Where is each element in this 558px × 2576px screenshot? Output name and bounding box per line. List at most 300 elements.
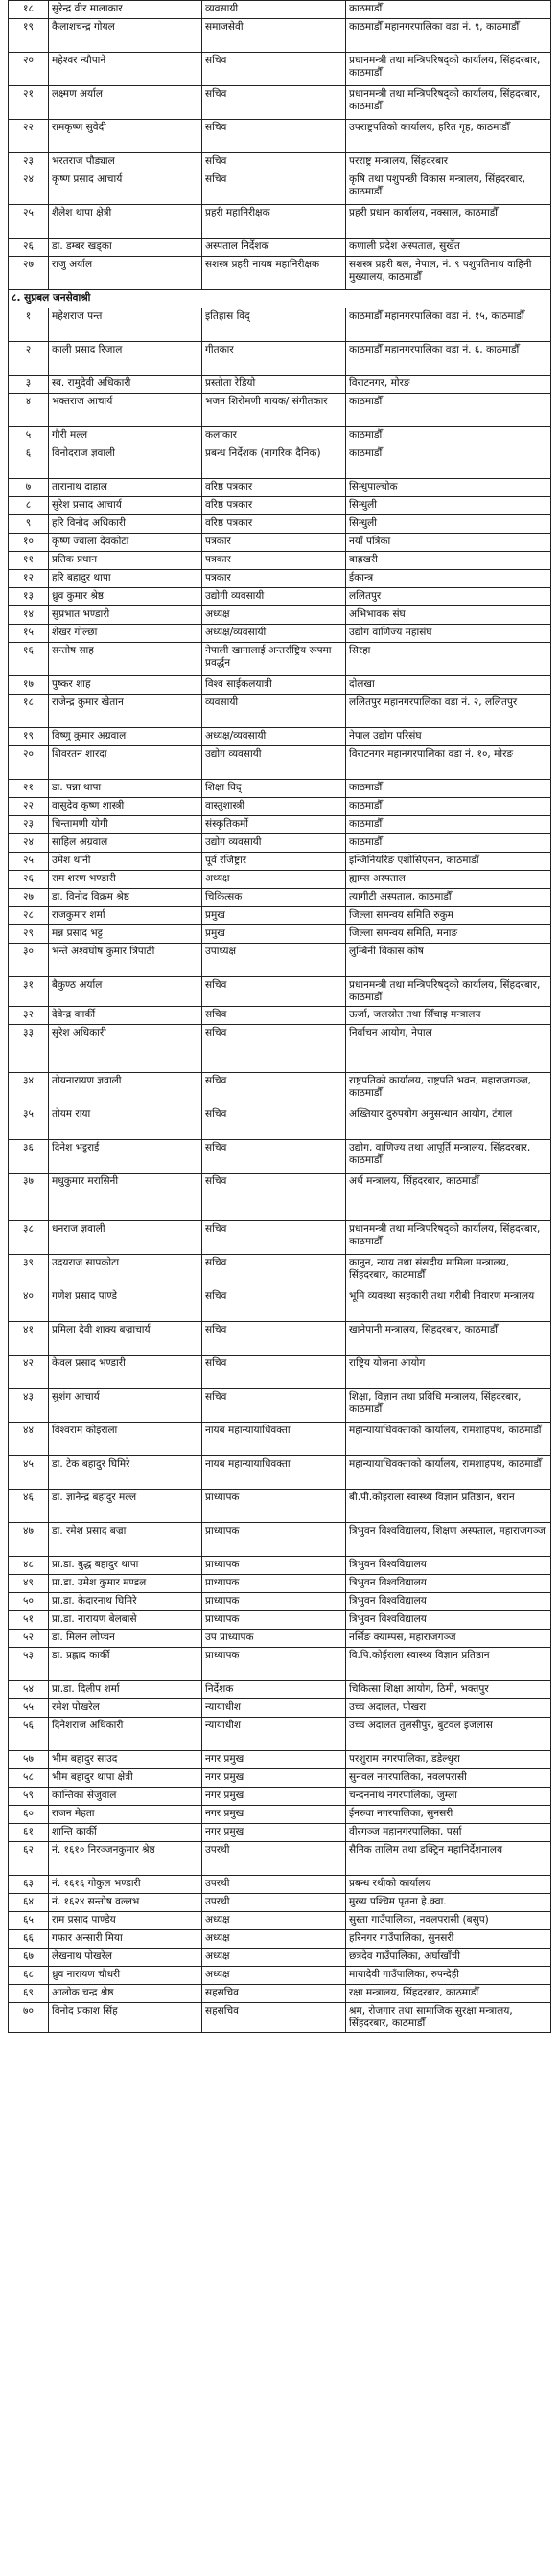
address-cell: प्रधानमन्त्री तथा मन्त्रिपरिषद्को कार्यालय, सिंहदरबार, काठमाडौँ	[346, 53, 551, 86]
designation-cell: पत्रकार	[202, 570, 346, 588]
table-row	[9, 1, 551, 19]
table-row	[9, 1842, 551, 1876]
serial-cell: ६२	[9, 1842, 49, 1876]
address-cell: शिक्षा, विज्ञान तथा प्रविधि मन्त्रालय, सिंहदरबार, काठमाडौँ	[346, 1389, 551, 1423]
table-row	[9, 588, 551, 606]
name-cell: भीम बहादुर थापा क्षेत्री	[49, 1769, 202, 1788]
serial-cell: २४	[9, 171, 49, 205]
name-cell: सुरेश प्रसाद आचार्य	[49, 497, 202, 515]
name-cell: हरि बहादुर थापा	[49, 570, 202, 588]
designation-cell: नगर प्रमुख	[202, 1788, 346, 1806]
designation-cell: वास्तुशास्त्री	[202, 798, 346, 816]
name-cell: राजु अर्याल	[49, 257, 202, 290]
table-row	[9, 780, 551, 798]
designation-cell: सचिव	[202, 1288, 346, 1322]
designation-cell: नगर प्रमुख	[202, 1824, 346, 1842]
name-cell: विष्णु कुमार अग्रवाल	[49, 728, 202, 746]
name-cell: सुशंग आचार्य	[49, 1389, 202, 1423]
name-cell: कृष्ण ज्वाला देवकोटा	[49, 534, 202, 552]
table-row	[9, 1073, 551, 1106]
name-cell: उदयराज सापकोटा	[49, 1255, 202, 1288]
table-row	[9, 977, 551, 1007]
table-row	[9, 1575, 551, 1593]
designation-cell: न्यायाधीश	[202, 1718, 346, 1751]
serial-cell: ५२	[9, 1630, 49, 1648]
serial-cell: ४६	[9, 1490, 49, 1523]
name-cell: आलोक चन्द्र श्रेष्ठ	[49, 1985, 202, 2003]
serial-cell: ५८	[9, 1769, 49, 1788]
name-cell: प्रा.डा. उमेश कुमार मण्डल	[49, 1575, 202, 1593]
table-row	[9, 2003, 551, 2033]
honors-list-body	[9, 1, 551, 2033]
address-cell: भूमि व्यवस्था सहकारी तथा गरीबी निवारण मन्त्रालय	[346, 1288, 551, 1322]
serial-cell: ५१	[9, 1611, 49, 1630]
address-cell: ललितपुर महानगरपालिका वडा नं. २, ललितपुर	[346, 695, 551, 728]
address-cell: बाह्रखरी	[346, 552, 551, 570]
name-cell: उमेश थानी	[49, 853, 202, 871]
address-cell: श्रम, रोजगार तथा सामाजिक सुरक्षा मन्त्रालय, सिंहदरबार, काठमाडौँ	[346, 2003, 551, 2033]
address-cell: उच्च अदालत, पोखरा	[346, 1699, 551, 1718]
name-cell: राम प्रसाद पाण्डेय	[49, 1912, 202, 1930]
serial-cell: ३७	[9, 1174, 49, 1221]
table-row	[9, 239, 551, 257]
serial-cell: २२	[9, 798, 49, 816]
table-row	[9, 1356, 551, 1389]
name-cell: शान्ति कार्की	[49, 1824, 202, 1842]
serial-cell: १२	[9, 570, 49, 588]
address-cell: त्रिभुवन विश्वविद्यालय	[346, 1575, 551, 1593]
designation-cell: वरिष्ठ पत्रकार	[202, 497, 346, 515]
designation-cell: उद्योग व्यवसायी	[202, 834, 346, 853]
address-cell: त्रिभुवन विश्वविद्यालय	[346, 1611, 551, 1630]
serial-cell: १६	[9, 643, 49, 676]
address-cell: कानुन, न्याय तथा संसदीय मामिला मन्त्रालय, सिंहदरबार, काठमाडौँ	[346, 1255, 551, 1288]
name-cell: शेखर गोल्छा	[49, 625, 202, 643]
designation-cell: सचिव	[202, 1174, 346, 1221]
section-heading: ८. सुप्रबल जनसेवाश्री	[9, 290, 551, 308]
name-cell: प्रा.डा. दिलीप शर्मा	[49, 1681, 202, 1699]
serial-cell: ६६	[9, 1930, 49, 1949]
table-row	[9, 1025, 551, 1073]
serial-cell: ३४	[9, 1073, 49, 1106]
serial-cell: ६५	[9, 1912, 49, 1930]
designation-cell: समाजसेवी	[202, 19, 346, 53]
address-cell: जिल्ला समन्वय समिति, मनाङ	[346, 925, 551, 944]
table-row	[9, 1423, 551, 1456]
designation-cell: सचिव	[202, 1073, 346, 1106]
address-cell: प्रबन्ध रथीको कार्यालय	[346, 1876, 551, 1894]
address-cell: अभिभावक संघ	[346, 606, 551, 625]
address-cell: ऊर्जा, जलस्रोत तथा सिँचाइ मन्त्रालय	[346, 1007, 551, 1025]
table-row	[9, 1769, 551, 1788]
name-cell: सुरेश अधिकारी	[49, 1025, 202, 1073]
designation-cell: सचिव	[202, 1255, 346, 1288]
address-cell: त्रिभुवन विश्वविद्यालय	[346, 1557, 551, 1575]
address-cell: काठमाडौँ	[346, 445, 551, 479]
name-cell: भीम बहादुर साउद	[49, 1751, 202, 1769]
address-cell: विराटनगर, मोरङ	[346, 376, 551, 394]
address-cell: त्यागीटी अस्पताल, काठमाडौँ	[346, 889, 551, 907]
designation-cell: व्यवसायी	[202, 1, 346, 19]
name-cell: मधुकुमार मरासिनी	[49, 1174, 202, 1221]
designation-cell: सचिव	[202, 153, 346, 171]
address-cell: वीरगञ्ज महानगरपालिका, पर्सा	[346, 1824, 551, 1842]
serial-cell: २	[9, 342, 49, 376]
address-cell: सुनवल नगरपालिका, नवलपरासी	[346, 1769, 551, 1788]
designation-cell: प्रमुख	[202, 907, 346, 925]
table-row	[9, 1322, 551, 1356]
designation-cell: न्यायाधीश	[202, 1699, 346, 1718]
section-heading-row	[9, 290, 551, 308]
address-cell: कृषि तथा पशुपन्छी विकास मन्त्रालय, सिंहदरबार, काठमाडौँ	[346, 171, 551, 205]
designation-cell: प्राध्यापक	[202, 1523, 346, 1557]
serial-cell: १	[9, 308, 49, 342]
table-row	[9, 1681, 551, 1699]
name-cell: भरतराज पौड्याल	[49, 153, 202, 171]
designation-cell: नायब महान्यायाधिवक्ता	[202, 1456, 346, 1490]
serial-cell: ६३	[9, 1876, 49, 1894]
address-cell: दोलखा	[346, 676, 551, 695]
name-cell: स्व. रामुदेवी अधिकारी	[49, 376, 202, 394]
address-cell: नयाँ पत्रिका	[346, 534, 551, 552]
designation-cell: सचिव	[202, 1389, 346, 1423]
table-row	[9, 1106, 551, 1140]
table-row	[9, 1718, 551, 1751]
address-cell: परशुराम नगरपालिका, डडेल्धुरा	[346, 1751, 551, 1769]
name-cell: शिवरतन शारदा	[49, 746, 202, 780]
table-row	[9, 944, 551, 977]
serial-cell: २१	[9, 780, 49, 798]
table-row	[9, 497, 551, 515]
designation-cell: अध्यक्ष	[202, 1949, 346, 1967]
designation-cell: प्राध्यापक	[202, 1490, 346, 1523]
designation-cell: व्यवसायी	[202, 695, 346, 728]
table-row	[9, 643, 551, 676]
designation-cell: प्राध्यापक	[202, 1593, 346, 1611]
name-cell: राम शरण भण्डारी	[49, 871, 202, 889]
name-cell: डा. विनोद विक्रम श्रेष्ठ	[49, 889, 202, 907]
table-row	[9, 394, 551, 427]
name-cell: रमेश पोखरेल	[49, 1699, 202, 1718]
table-row	[9, 1788, 551, 1806]
serial-cell: २७	[9, 257, 49, 290]
table-row	[9, 153, 551, 171]
address-cell: बी.पी.कोइराला स्वास्थ्य विज्ञान प्रतिष्ठान, धरान	[346, 1490, 551, 1523]
serial-cell: ७०	[9, 2003, 49, 2033]
designation-cell: विश्व साईकलयात्री	[202, 676, 346, 695]
serial-cell: ६४	[9, 1894, 49, 1912]
serial-cell: ३२	[9, 1007, 49, 1025]
serial-cell: २६	[9, 871, 49, 889]
address-cell: काठमाडौँ	[346, 798, 551, 816]
designation-cell: नगर प्रमुख	[202, 1806, 346, 1824]
table-row	[9, 695, 551, 728]
address-cell: परराष्ट्र मन्त्रालय, सिंहदरबार	[346, 153, 551, 171]
designation-cell: सचिव	[202, 1221, 346, 1255]
designation-cell: सचिव	[202, 1106, 346, 1140]
designation-cell: संस्कृतिकर्मी	[202, 816, 346, 834]
name-cell: सुप्रभात भण्डारी	[49, 606, 202, 625]
address-cell: काठमाडौँ महानगरपालिका वडा नं. ९, काठमाडौँ	[346, 19, 551, 53]
serial-cell: ६	[9, 445, 49, 479]
table-row	[9, 1593, 551, 1611]
serial-cell: ५	[9, 427, 49, 445]
name-cell: काली प्रसाद रिजाल	[49, 342, 202, 376]
designation-cell: उपाध्यक्ष	[202, 944, 346, 977]
address-cell: इन्जिनियरिङ एशोसिएसन, काठमाडौँ	[346, 853, 551, 871]
table-row	[9, 907, 551, 925]
designation-cell: सचिव	[202, 977, 346, 1007]
serial-cell: २३	[9, 816, 49, 834]
designation-cell: उपरथी	[202, 1894, 346, 1912]
designation-cell: सचिव	[202, 171, 346, 205]
serial-cell: ६१	[9, 1824, 49, 1842]
name-cell: कान्तिका सेजुवाल	[49, 1788, 202, 1806]
serial-cell: ४	[9, 394, 49, 427]
designation-cell: नगर प्रमुख	[202, 1769, 346, 1788]
name-cell: हरि विनोद अधिकारी	[49, 515, 202, 534]
serial-cell: २०	[9, 746, 49, 780]
address-cell: सशस्त्र प्रहरी बल, नेपाल, नं. ९ पशुपतिनाथ वाहिनी मुख्यालय, काठमाडौँ	[346, 257, 551, 290]
address-cell: ह्याम्स अस्पताल	[346, 871, 551, 889]
table-row	[9, 19, 551, 53]
name-cell: प्रा.डा. केदारनाथ घिमिरे	[49, 1593, 202, 1611]
designation-cell: इतिहास विद्	[202, 308, 346, 342]
designation-cell: अध्यक्ष	[202, 1930, 346, 1949]
designation-cell: प्रस्तोता रेडियो	[202, 376, 346, 394]
name-cell: महेशराज पन्त	[49, 308, 202, 342]
address-cell: त्रिभुवन विश्वविद्यालय, शिक्षण अस्पताल, महाराजगञ्ज	[346, 1523, 551, 1557]
honors-list-table	[8, 0, 551, 2033]
table-row	[9, 1699, 551, 1718]
designation-cell: प्रबन्ध निर्देशक (नागरिक दैनिक)	[202, 445, 346, 479]
name-cell: डा. टेक बहादुर घिमिरे	[49, 1456, 202, 1490]
serial-cell: १०	[9, 534, 49, 552]
address-cell: छत्रदेव गाउँपालिका, अर्घाखाँची	[346, 1949, 551, 1967]
address-cell: त्रिभुवन विश्वविद्यालय	[346, 1593, 551, 1611]
serial-cell: ९	[9, 515, 49, 534]
table-row	[9, 445, 551, 479]
serial-cell: ५९	[9, 1788, 49, 1806]
address-cell: निर्वाचन आयोग, नेपाल	[346, 1025, 551, 1073]
table-row	[9, 257, 551, 290]
name-cell: शैलेश थापा क्षेत्री	[49, 205, 202, 239]
designation-cell: अध्यक्ष	[202, 1912, 346, 1930]
address-cell: काठमाडौँ	[346, 1, 551, 19]
serial-cell: ४०	[9, 1288, 49, 1322]
name-cell: तोयम राया	[49, 1106, 202, 1140]
designation-cell: प्राध्यापक	[202, 1648, 346, 1681]
table-row	[9, 1930, 551, 1949]
serial-cell: २९	[9, 925, 49, 944]
serial-cell: ७	[9, 479, 49, 497]
name-cell: ध्रुव कुमार श्रेष्ठ	[49, 588, 202, 606]
address-cell: राष्ट्रिय योजना आयोग	[346, 1356, 551, 1389]
designation-cell: प्राध्यापक	[202, 1557, 346, 1575]
address-cell: काठमाडौँ	[346, 780, 551, 798]
address-cell: काठमाडौँ	[346, 834, 551, 853]
name-cell: विश्वराम कोइराला	[49, 1423, 202, 1456]
designation-cell: सचिव	[202, 120, 346, 153]
name-cell: प्रतिक प्रधान	[49, 552, 202, 570]
designation-cell: प्राध्यापक	[202, 1575, 346, 1593]
name-cell: लेखनाथ पोखरेल	[49, 1949, 202, 1967]
name-cell: प्रा.डा. बुद्ध बहादुर थापा	[49, 1557, 202, 1575]
address-cell: विराटनगर महानगरपालिका वडा नं. १०, मोरङ	[346, 746, 551, 780]
table-row	[9, 552, 551, 570]
table-row	[9, 889, 551, 907]
address-cell: काठमाडौँ	[346, 394, 551, 427]
serial-cell: ५३	[9, 1648, 49, 1681]
designation-cell: उप प्राध्यापक	[202, 1630, 346, 1648]
table-row	[9, 1949, 551, 1967]
designation-cell: सचिव	[202, 86, 346, 120]
designation-cell: सचिव	[202, 1007, 346, 1025]
name-cell: मन्न प्रसाद भट्ट	[49, 925, 202, 944]
designation-cell: नायब महान्यायाधिवक्ता	[202, 1423, 346, 1456]
name-cell: डा. ज्ञानेन्द्र बहादुर मल्ल	[49, 1490, 202, 1523]
table-row	[9, 1490, 551, 1523]
designation-cell: नेपाली खानालाई अन्तर्राष्ट्रिय रूपमा प्रवर्द्धन	[202, 643, 346, 676]
serial-cell: ४२	[9, 1356, 49, 1389]
serial-cell: १९	[9, 19, 49, 53]
name-cell: सन्तोष साह	[49, 643, 202, 676]
address-cell: उद्योग वाणिज्य महासंघ	[346, 625, 551, 643]
serial-cell: ५७	[9, 1751, 49, 1769]
designation-cell: सहसचिव	[202, 1985, 346, 2003]
serial-cell: २१	[9, 86, 49, 120]
name-cell: विनोदराज ज्ञवाली	[49, 445, 202, 479]
serial-cell: ५४	[9, 1681, 49, 1699]
table-row	[9, 1389, 551, 1423]
address-cell: वि.पि.कोईराला स्वास्थ्य विज्ञान प्रतिष्ठान	[346, 1648, 551, 1681]
serial-cell: १४	[9, 606, 49, 625]
name-cell: डा. पन्ना थापा	[49, 780, 202, 798]
designation-cell: कलाकार	[202, 427, 346, 445]
designation-cell: सशस्त्र प्रहरी नायब महानिरीक्षक	[202, 257, 346, 290]
address-cell: सुस्ता गाउँपालिका, नवलपरासी (बसुप)	[346, 1912, 551, 1930]
name-cell: गौरी मल्ल	[49, 427, 202, 445]
serial-cell: १५	[9, 625, 49, 643]
designation-cell: उपरथी	[202, 1842, 346, 1876]
table-row	[9, 1824, 551, 1842]
name-cell: डा. मिलन लोप्चन	[49, 1630, 202, 1648]
name-cell: पुष्कर शाह	[49, 676, 202, 695]
name-cell: लक्ष्मण अर्याल	[49, 86, 202, 120]
address-cell: काठमाडौँ	[346, 816, 551, 834]
table-row	[9, 1967, 551, 1985]
name-cell: दिनेश भट्टराई	[49, 1140, 202, 1174]
name-cell: तारानाथ दाहाल	[49, 479, 202, 497]
address-cell: मुख्य पश्चिम पृतना हे.क्वा.	[346, 1894, 551, 1912]
address-cell: प्रधानमन्त्री तथा मन्त्रिपरिषद्को कार्यालय, सिंहदरबार, काठमाडौँ	[346, 977, 551, 1007]
table-row	[9, 1007, 551, 1025]
designation-cell: चिकित्सक	[202, 889, 346, 907]
address-cell: मायादेवी गाउँपालिका, रुपन्देही	[346, 1967, 551, 1985]
designation-cell: सहसचिव	[202, 2003, 346, 2033]
address-cell: लुम्बिनी विकास कोष	[346, 944, 551, 977]
serial-cell: २३	[9, 153, 49, 171]
name-cell: दिनेशराज अधिकारी	[49, 1718, 202, 1751]
designation-cell: सचिव	[202, 53, 346, 86]
designation-cell: अध्यक्ष	[202, 1967, 346, 1985]
table-row	[9, 53, 551, 86]
serial-cell: १७	[9, 676, 49, 695]
table-row	[9, 676, 551, 695]
serial-cell: २५	[9, 205, 49, 239]
designation-cell: नगर प्रमुख	[202, 1751, 346, 1769]
designation-cell: पत्रकार	[202, 552, 346, 570]
address-cell: प्रहरी प्रधान कार्यालय, नक्साल, काठमाडौँ	[346, 205, 551, 239]
table-row	[9, 308, 551, 342]
address-cell: उपराष्ट्रपतिको कार्यालय, हरित गृह, काठमाडौँ	[346, 120, 551, 153]
designation-cell: शिक्षा विद्	[202, 780, 346, 798]
designation-cell: सचिव	[202, 1140, 346, 1174]
table-row	[9, 171, 551, 205]
name-cell: केवल प्रसाद भण्डारी	[49, 1356, 202, 1389]
name-cell: वासुदेव कृष्ण शास्त्री	[49, 798, 202, 816]
address-cell: ललितपुर	[346, 588, 551, 606]
serial-cell: ५०	[9, 1593, 49, 1611]
address-cell: प्रधानमन्त्री तथा मन्त्रिपरिषद्को कार्यालय, सिंहदरबार, काठमाडौँ	[346, 1221, 551, 1255]
serial-cell: ५६	[9, 1718, 49, 1751]
serial-cell: १८	[9, 1, 49, 19]
designation-cell: भजन शिरोमणी गायक/ संगीतकार	[202, 394, 346, 427]
table-row	[9, 853, 551, 871]
address-cell: सैनिक तालिम तथा डक्ट्रिन महानिर्देशनालय	[346, 1842, 551, 1876]
table-row	[9, 479, 551, 497]
serial-cell: ४५	[9, 1456, 49, 1490]
address-cell: अर्थ मन्त्रालय, सिंहदरबार, काठमाडौँ	[346, 1174, 551, 1221]
designation-cell: प्राध्यापक	[202, 1611, 346, 1630]
address-cell: काठमाडौँ महानगरपालिका वडा नं. ६, काठमाडौँ	[346, 342, 551, 376]
address-cell: सिरहा	[346, 643, 551, 676]
name-cell: डा. रमेश प्रसाद बज्रा	[49, 1523, 202, 1557]
serial-cell: ११	[9, 552, 49, 570]
address-cell: सिन्धुली	[346, 497, 551, 515]
table-row	[9, 1985, 551, 2003]
designation-cell: अध्यक्ष/व्यवसायी	[202, 625, 346, 643]
designation-cell: पत्रकार	[202, 534, 346, 552]
name-cell: प्रमिला देवी शाक्य बज्राचार्य	[49, 1322, 202, 1356]
name-cell: धनराज ज्ञवाली	[49, 1221, 202, 1255]
address-cell: महान्यायाधिवक्ताको कार्यालय, रामशाहपथ, काठमाडौँ	[346, 1456, 551, 1490]
serial-cell: २७	[9, 889, 49, 907]
serial-cell: ३३	[9, 1025, 49, 1073]
address-cell: कणाली प्रदेश अस्पताल, सुर्खेत	[346, 239, 551, 257]
address-cell: ईनरुवा नगरपालिका, सुनसरी	[346, 1806, 551, 1824]
serial-cell: ३८	[9, 1221, 49, 1255]
name-cell: भक्तराज आचार्य	[49, 394, 202, 427]
address-cell: सिन्धुली	[346, 515, 551, 534]
table-row	[9, 376, 551, 394]
name-cell: देवेन्द्र कार्की	[49, 1007, 202, 1025]
name-cell: गफार अन्सारी मिया	[49, 1930, 202, 1949]
name-cell: डा. प्रह्लाद कार्की	[49, 1648, 202, 1681]
address-cell: प्रधानमन्त्री तथा मन्त्रिपरिषद्को कार्यालय, सिंहदरबार, काठमाडौँ	[346, 86, 551, 120]
name-cell: गणेश प्रसाद पाण्डे	[49, 1288, 202, 1322]
designation-cell: उद्योगी व्यवसायी	[202, 588, 346, 606]
address-cell: चन्दननाथ नगरपालिका, जुम्ला	[346, 1788, 551, 1806]
table-row	[9, 1648, 551, 1681]
table-row	[9, 871, 551, 889]
designation-cell: प्रहरी महानिरीक्षक	[202, 205, 346, 239]
designation-cell: सचिव	[202, 1322, 346, 1356]
table-row	[9, 816, 551, 834]
designation-cell: निर्देशक	[202, 1681, 346, 1699]
serial-cell: २५	[9, 853, 49, 871]
designation-cell: अध्यक्ष/व्यवसायी	[202, 728, 346, 746]
